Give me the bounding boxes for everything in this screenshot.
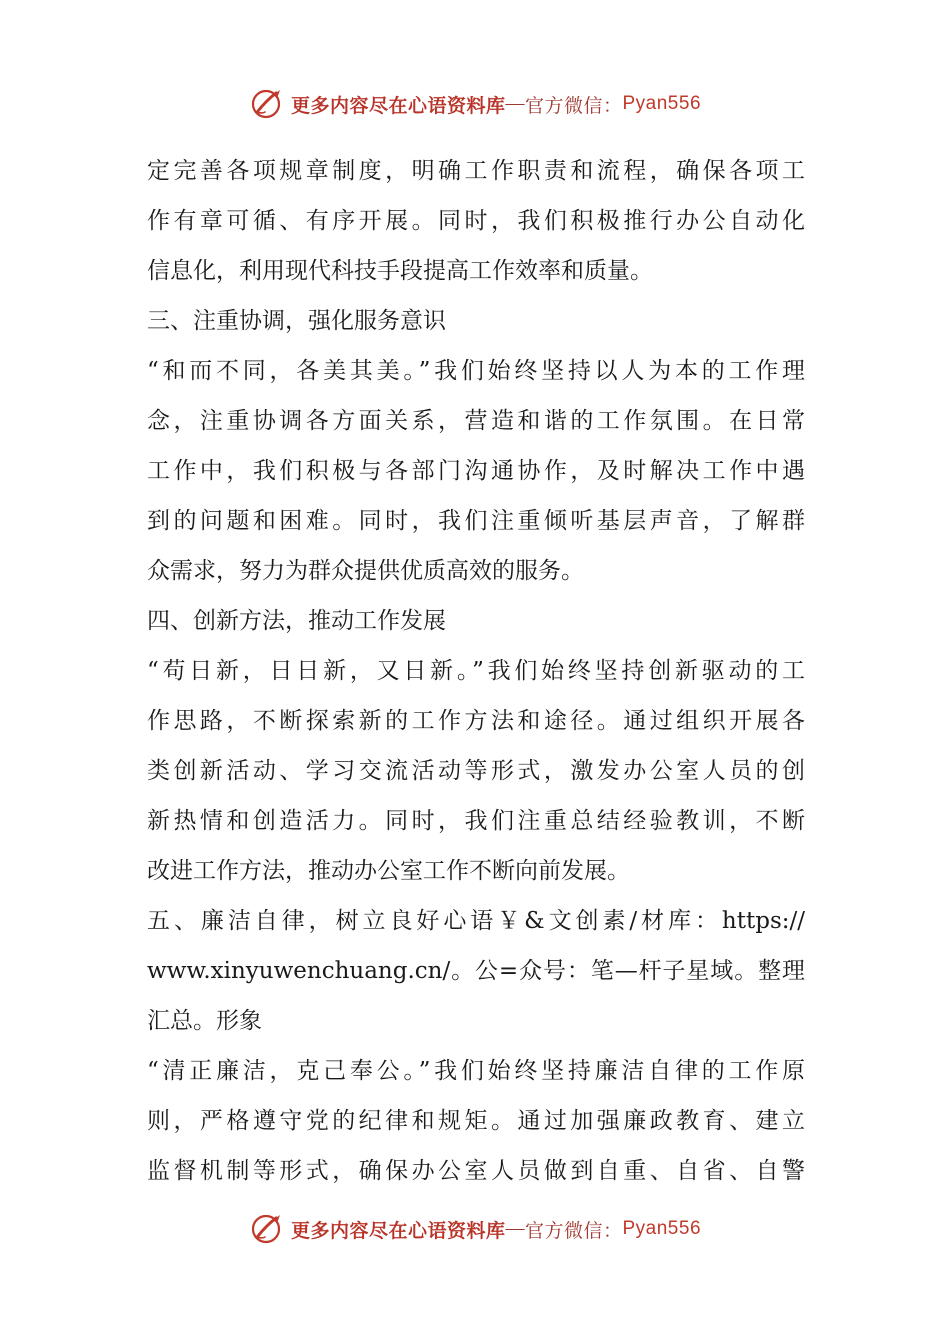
section-heading: 三、注重协调，强化服务意识 <box>147 308 446 334</box>
body-line: 则，严格遵守党的纪律和规矩。通过加强廉政教育、建立 <box>147 1108 805 1134</box>
top-watermark-banner <box>0 82 950 126</box>
banner-separator: — <box>505 93 525 114</box>
body-line: “和而不同，各美其美。”我们始终坚持以人为本的工作理 <box>147 358 805 384</box>
body-line: 工作中，我们积极与各部门沟通协作，及时解决工作中遇 <box>147 458 805 484</box>
banner-brand-text: 更多内容尽在心语资料库 <box>290 1219 506 1242</box>
banner-official-label: 官方微信： <box>524 94 623 117</box>
body-line: 念，注重协调各方面关系，营造和谐的工作氛围。在日常 <box>147 408 805 434</box>
body-line: 改进工作方法，推动办公室工作不断向前发展。 <box>147 858 630 884</box>
pen-logo-icon <box>249 1211 285 1247</box>
banner-wechat-id: Pyan556 <box>622 93 702 114</box>
body-line: 汇总。形象 <box>147 1008 262 1034</box>
body-line: 新热情和创造活力。同时，我们注重总结经验教训，不断 <box>147 808 805 834</box>
banner-separator: — <box>505 1218 525 1239</box>
banner-brand-text: 更多内容尽在心语资料库 <box>290 94 506 117</box>
banner-wechat-id: Pyan556 <box>622 1218 702 1239</box>
body-line: 监督机制等形式，确保办公室人员做到自重、自省、自警 <box>147 1158 805 1184</box>
body-line: 作思路，不断探索新的工作方法和途径。通过组织开展各 <box>147 708 805 734</box>
body-line: “苟日新，日日新，又日新。”我们始终坚持创新驱动的工 <box>147 658 805 684</box>
pen-logo-icon <box>249 86 285 122</box>
bottom-watermark-banner <box>0 1207 950 1251</box>
banner-official-label: 官方微信： <box>524 1219 623 1242</box>
body-line: 定完善各项规章制度，明确工作职责和流程，确保各项工 <box>147 158 805 184</box>
body-line: 众需求，努力为群众提供优质高效的服务。 <box>147 558 584 584</box>
body-line: 类创新活动、学习交流活动等形式，激发办公室人员的创 <box>147 758 805 784</box>
body-line: www.xinyuwenchuang.cn/。公=众号：笔—杆子星域。整理 <box>147 958 805 984</box>
section-heading: 五、廉洁自律，树立良好心语￥&文创素/材库：https:// <box>147 908 805 934</box>
body-line: 作有章可循、有序开展。同时，我们积极推行办公自动化 <box>147 208 805 234</box>
body-line: 信息化，利用现代科技手段提高工作效率和质量。 <box>147 258 653 284</box>
body-line: “清正廉洁，克己奉公。”我们始终坚持廉洁自律的工作原 <box>147 1058 805 1084</box>
body-line: 到的问题和困难。同时，我们注重倾听基层声音，了解群 <box>147 508 805 534</box>
document-body <box>147 146 805 1196</box>
section-heading: 四、创新方法，推动工作发展 <box>147 608 446 634</box>
